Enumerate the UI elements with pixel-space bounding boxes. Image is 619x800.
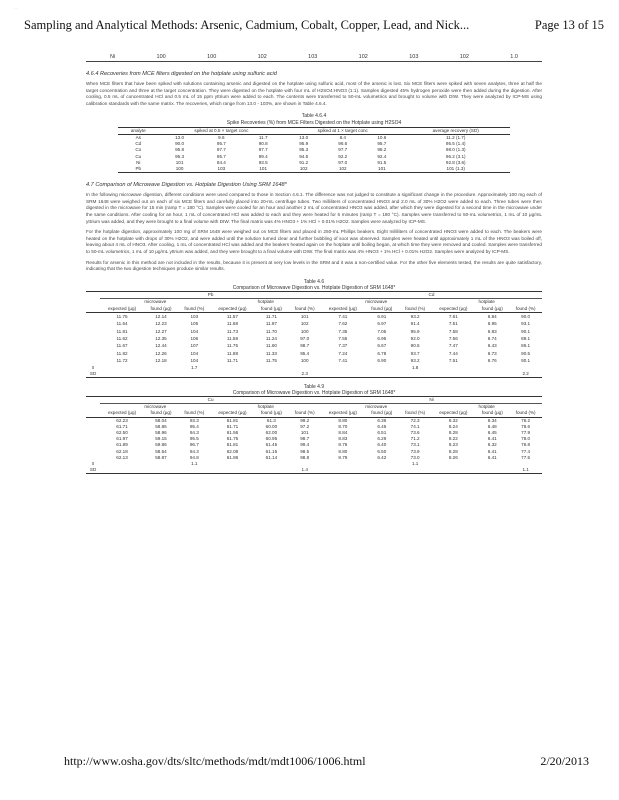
table-4-6: Pb Cd microwave hotplate microwave hotplate expected (μg) found (μg) found (%) expected (μg) found (μg) found (%) expected (μg) found (μg) found (%) expected (μg) found (μg) found (%) 11.75 12.14 103 11.57 11.71 101 7.41 6.91 93.2 7.61 6.84 90.0 11.64 12.23 105 11.68 11.87 102 7.62 6.97 91.4 7.51 6.95 93.1 11.81 12.27 104 11.73 11.70 100 7.35 7.05 95.9 7.58 6.83 90.1 11.62 12.35 106 11.58 11.24 97.0 7.55 6.95 92.0 7.56 6.74 89.1 11.67 12.44 107 11.75 11.60 98.7 7.37 6.67 90.5 7.47 6.43 86.1 11.82 12.26 104 11.88 11.33 95.4 7.24 6.78 93.7 7.44 6.73 90.5 11.72 12.18 104 11.71 11.75 100 7.41 6.90 93.2 7.51 6.76 90.1 x̄ 1.7 1.8 SD 2.3 2.2 xyxy=(86,291,542,377)
table-cell: 95.7 xyxy=(377,141,387,147)
table-cell: 8.22 xyxy=(448,436,458,442)
table-cell: 11.24 xyxy=(265,335,277,341)
document-body xyxy=(86,54,542,474)
table-cell: 11.33 xyxy=(265,350,277,356)
table-cell: 7.24 xyxy=(338,350,348,356)
table-cell: 62.50 xyxy=(116,430,128,436)
table-cell: As xyxy=(135,134,141,140)
table-cell: 59.86 xyxy=(155,442,167,448)
col-analyte: analyte xyxy=(130,127,146,133)
table-cell: 13.0 xyxy=(175,134,185,140)
table-cell: 103 xyxy=(190,313,199,319)
table-cell: 98.8 xyxy=(300,454,310,460)
table-cell: 104 xyxy=(190,328,199,334)
scan-mark: · · xyxy=(14,6,18,11)
table-cell: 8.79 xyxy=(338,454,348,460)
table-cell: 6.41 xyxy=(487,454,497,460)
table-cell: 96.7 xyxy=(189,442,199,448)
table-cell: 86.1 xyxy=(521,343,531,349)
col-average: average recovery (SD) xyxy=(432,127,479,133)
table-cell: 84.4 xyxy=(216,159,226,165)
table-row xyxy=(86,417,542,424)
table-cell: 77.9 xyxy=(521,430,531,436)
table-cell: Ni xyxy=(136,159,141,165)
table-cell: 74.1 xyxy=(410,423,420,429)
table-row: SD 2.3 2.2 xyxy=(86,371,542,378)
table-cell: 61.56 xyxy=(226,430,239,436)
table-cell: 11.73 xyxy=(226,328,239,334)
table-cell: 62.13 xyxy=(116,454,128,460)
table-cell: 61.14 xyxy=(265,454,278,460)
table-cell: 96.6 xyxy=(338,141,348,147)
table-cell: 93.2 xyxy=(410,313,420,319)
table-cell: 97.7 xyxy=(338,147,348,153)
table-cell: 12.27 xyxy=(155,328,167,334)
page-number: Page 13 of 15 xyxy=(534,18,604,32)
table-cell: 95.8 xyxy=(175,147,185,153)
table-cell: 11.57 xyxy=(226,313,239,319)
table-cell: 13.0 xyxy=(299,134,309,140)
table-cell: 98.7 xyxy=(300,436,310,442)
table-cell: 92.2 xyxy=(338,153,348,159)
table-cell: 6.45 xyxy=(377,423,387,429)
table-cell: 62.08 xyxy=(226,448,239,454)
footer-date: 2/20/2013 xyxy=(540,754,589,768)
table-cell: 94.8 xyxy=(189,454,199,460)
table-cell: 90.1 xyxy=(521,328,531,334)
group-ni: Ni xyxy=(321,397,542,404)
table-cell: 6.40 xyxy=(377,442,387,448)
table-cell: 100 xyxy=(300,328,309,334)
table-cell: 95.5 (1.4) xyxy=(445,141,466,147)
table-cell: 7.56 xyxy=(448,335,458,341)
table-cell: 76.2 xyxy=(521,417,531,423)
table-cell: 102 xyxy=(338,166,347,171)
table-cell: 101 (1.3) xyxy=(446,166,465,171)
section-heading-4-6-4: 4.6.4 Recoveries from MCE filters digested on the hotplate using sulfuric acid xyxy=(86,71,277,77)
table-cell: 7.47 xyxy=(448,343,458,349)
table-cell: 92.0 xyxy=(410,335,420,341)
table-row xyxy=(86,342,542,349)
table-cell: 93.5 xyxy=(258,159,268,165)
table-cell: 6.90 xyxy=(377,358,387,364)
table-cell: 58.04 xyxy=(155,417,167,423)
table-cell: 8.24 xyxy=(448,423,458,429)
table-cell: 11.75 xyxy=(226,343,239,349)
table-4-9-body xyxy=(86,417,542,461)
table-cell: 8.28 xyxy=(448,448,458,454)
table-cell: 8.70 xyxy=(338,423,348,429)
table-cell: 99.4 xyxy=(300,442,310,448)
table-cell: 6.83 xyxy=(487,328,497,334)
table-cell: 104 xyxy=(190,358,199,364)
table-cell: 7.55 xyxy=(338,335,348,341)
table-cell: 59.15 xyxy=(155,436,167,442)
table-cell: 92.8 (3.6) xyxy=(445,159,466,165)
table-cell: 12.18 xyxy=(155,358,167,364)
table-cell: 11.75 xyxy=(116,313,128,319)
table-cell: 7.35 xyxy=(338,328,348,334)
table-row xyxy=(86,328,542,335)
paragraph-4-7-a: In the following microwave digestion, different conditions were used compared to those in Section 4.6.1. The difference was not judged to constitute a significant change in the procedure. Approximately 100 mg each of SRM 1648 were weighed out on each of six MCE filters and carefully placed into 20-mL centrifuge tubes. Two milliliters of concentrated HNO3 and 2.0 mL of 30% H2O2 were added to each. Three tubes were then digested in the microwave for 15 min (ramp T = 180 °C). Samples were cooled for an hour and another 2 mL of concentrated HNO3 was added, after which they were digested for a second time in the microwave under the same conditions. After cooling for an hour, 1 mL of concentrated HCl was added to each and they were heated for 6 minutes (ramp T = 180 °C). Samples were transferred to 50-mL volumetrics, 1 mL of 10 μg/mL yttrium was added, and they were brought to a final volume with DIW. The final matrix was 4% HNO3 + 1% HCl + 0.01% H2O2. Samples were analyzed by ICP-MS. xyxy=(86,192,542,224)
table-cell: 103 xyxy=(217,166,226,171)
table-row xyxy=(118,134,510,141)
table-4-9: Cu Ni microwave hotplate microwave hotplate expected (μg) found (μg) found (%) expected (μg) found (μg) found (%) expected (μg) found (μg) found (%) expected (μg) found (μg) found (%) 62.23 58.04 93.3 61.81 61.3 99.2 8.80 6.36 72.3 8.32 6.34 76.2 61.71 58.85 95.4 61.71 60.00 97.2 8.70 6.45 74.1 8.24 6.48 78.6 62.50 58.96 94.3 61.56 62.00 101 8.84 6.51 73.6 8.28 6.45 77.9 61.97 59.15 95.5 61.75 60.95 98.7 8.83 6.29 71.2 8.22 6.41 78.0 61.89 59.86 96.7 61.81 61.45 99.4 8.76 6.40 73.1 8.23 6.32 76.8 62.18 58.64 94.3 62.08 61.15 98.5 8.80 6.50 73.9 8.28 6.41 77.4 62.13 58.87 94.8 61.86 61.14 98.8 8.79 6.42 73.0 8.26 6.41 77.5 x̄ 1.1 1.1 SD 1.4 1.1 xyxy=(86,396,542,474)
table-cell: 92.4 xyxy=(377,153,387,159)
table-row: x̄ 1.1 1.1 xyxy=(91,461,419,467)
table-cell: 11.2 (1.7) xyxy=(446,134,466,140)
table-cell: 90.5 xyxy=(521,350,531,356)
table-cell: 101 xyxy=(175,159,184,165)
table-cell: 94.3 xyxy=(189,448,199,454)
table-cell: 97.7 xyxy=(216,147,226,153)
table-row xyxy=(86,357,542,364)
table-cell: 11.68 xyxy=(226,321,239,327)
table-cell: 7.51 xyxy=(448,358,458,364)
table-cell: 97.0 xyxy=(338,159,348,165)
table-cell: 61.81 xyxy=(226,442,239,448)
table-cell: 93.7 xyxy=(410,350,420,356)
table-cell: 7.37 xyxy=(338,343,348,349)
table-cell: 11.81 xyxy=(116,328,128,334)
table-cell: 11.71 xyxy=(226,358,239,364)
table-cell: 101 xyxy=(259,166,268,171)
table-cell: 94.5 xyxy=(299,153,309,159)
table-cell: Cu xyxy=(135,153,142,159)
table-cell: 6.29 xyxy=(377,436,387,442)
table-cell: 6.41 xyxy=(487,436,497,442)
page-title: Sampling and Analytical Methods: Arsenic, Cadmium, Cobalt, Copper, Lead, and Nick... xyxy=(24,18,470,32)
table-cell: 7.62 xyxy=(338,321,348,327)
table-cell: 107 xyxy=(190,343,199,349)
table-cell: 8.80 xyxy=(338,417,348,423)
table-cell: 6.76 xyxy=(487,358,497,364)
table-cell: 105 xyxy=(190,321,199,327)
table-cell: 61.97 xyxy=(116,436,128,442)
table-cell: 73.6 xyxy=(410,430,420,436)
table-cell: 7.51 xyxy=(448,321,458,327)
table-cell: 95.4 xyxy=(189,423,199,429)
table-cell: 98.2 xyxy=(377,147,387,153)
table-cell: 58.96 xyxy=(155,430,167,436)
table-cell: 11.62 xyxy=(116,335,128,341)
table-cell: 58.87 xyxy=(155,454,167,460)
table-cell: 78.6 xyxy=(521,423,531,429)
table-cell: 61.45 xyxy=(265,442,278,448)
table-cell: 90.1 xyxy=(521,358,531,364)
table-cell: 90.8 xyxy=(258,141,268,147)
table-cell: 106 xyxy=(190,335,199,341)
paragraph-4-6-4: When MCE filters that have been spiked with solutions containing arsenic and digested on the hotplate using sulfuric acid, most of the arsenic is lost. Six MCE filters were spiked with seven analytes, three at half the target concentration and three at the target concentration. They were digested on the hotplate with four mL of H2SO4:HNO3 (1:1). Samples digested 45% hydrogen peroxide were then added during the digestion. After cooling, 0.5 mL of concentrated HCl and 0.5 mL of 15 ppm yttrium were added to each. The contents were transferred to 50-mL volumetrics and brought to volume with DIW. They were analyzed by ICP-MS using calibration standards with the same matrix. The recoveries, which range from 13.0 - 103%, are shown in Table 4.6.4. xyxy=(86,81,542,106)
table-cell: 6.78 xyxy=(377,350,387,356)
table-cell: 6.97 xyxy=(377,321,387,327)
paragraph-4-7-b: For the hotplate digestion, approximately 100 mg of SRM 1648 were weighed out on MCE filters and placed in 250-mL Phillips beakers. Eight milliliters of concentrated HNO3 were added to each. The beakers were heated on the hotplate with drops of 30% H2O2, and were added until the solution turned clear and further bubbling of soot was observed. Samples were heated until approximately 1 mL of the HNO3 was boiled off, leaving about 4 mL of HNO3. After cooling, 1 mL of concentrated HCl was added and the beakers heated again on the hotplate until boiling began, at which time they were removed and cooled. Samples were transferred to 50-mL volumetrics, 1 mL of 10 μg/mL yttrium was added, and they were brought to a final volume with DIW. The final matrix was 4% HNO3 + 1% HCl + 0.01% H2O2. Samples were analyzed by ICP-MS. xyxy=(86,229,542,254)
table-row: SD 1.4 1.1 xyxy=(86,467,542,474)
table-cell: 6.48 xyxy=(487,423,497,429)
table-cell: 73.1 xyxy=(410,442,420,448)
table-row xyxy=(86,320,542,327)
table-cell: 11.64 xyxy=(116,321,128,327)
table-cell: 61.81 xyxy=(226,417,239,423)
table-cell: 11.7 xyxy=(258,134,268,140)
table-cell: 62.18 xyxy=(116,448,128,454)
table-cell: 95.5 xyxy=(189,436,199,442)
table-4-6-4-body xyxy=(118,134,510,172)
table-cell: 58.64 xyxy=(155,448,167,454)
table-row xyxy=(118,166,510,173)
table-cell: 8.4 xyxy=(339,134,346,140)
table-cell: 10.6 xyxy=(377,134,387,140)
table-cell: 6.95 xyxy=(487,321,497,327)
table-cell: 95.4 xyxy=(300,350,310,356)
table-cell: 11.70 xyxy=(265,328,277,334)
table-cell: 8.84 xyxy=(338,430,348,436)
table-cell: 6.73 xyxy=(487,350,497,356)
table-cell: 6.95 xyxy=(377,335,387,341)
table-4-9-caption: Table 4.9 Comparison of Microwave Digestion vs. Hotplate Digestion of SRM 1648* xyxy=(232,383,396,396)
table-cell: 61.75 xyxy=(226,436,239,442)
table-cell: 91.2 xyxy=(299,159,309,165)
col-full-target: spiked at 1 × target conc xyxy=(317,127,368,133)
table-cell: 58.85 xyxy=(155,423,167,429)
table-cell: 61.86 xyxy=(226,454,239,460)
table-cell: 61.3 xyxy=(266,417,276,423)
table-cell: 95.9 xyxy=(410,328,420,334)
group-pb: Pb xyxy=(100,292,321,299)
table-cell: 104 xyxy=(190,350,199,356)
table-4-9-stats xyxy=(86,461,542,474)
group-cd: Cd xyxy=(321,292,542,299)
table-cell: 71.2 xyxy=(410,436,420,442)
table-row xyxy=(86,350,542,357)
table-cell: 90.0 xyxy=(521,313,531,319)
table-cell: 93.1 xyxy=(521,321,531,327)
table-cell: 100 xyxy=(175,166,184,171)
table-cell: 11.71 xyxy=(265,313,277,319)
table-cell: 102 xyxy=(300,321,309,327)
table-cell: 95.7 xyxy=(216,153,226,159)
table-cell: 95.3 xyxy=(299,147,309,153)
table-cell: 7.44 xyxy=(448,350,458,356)
table-4-6-stats xyxy=(86,365,542,378)
table-cell: 11.82 xyxy=(116,350,128,356)
table-cell: 73.0 xyxy=(410,454,420,460)
table-cell: 91.4 xyxy=(410,321,420,327)
table-cell: 12.35 xyxy=(155,335,167,341)
table-cell: 101 xyxy=(378,166,386,171)
table-cell: 94.3 xyxy=(189,430,199,436)
table-cell: 77.4 xyxy=(521,448,531,454)
table-cell: 7.05 xyxy=(377,328,387,334)
table-cell: 78.0 xyxy=(521,436,531,442)
table-cell: 62.00 xyxy=(265,430,278,436)
table-cell: 6.51 xyxy=(377,430,387,436)
table-cell: 12.26 xyxy=(155,350,167,356)
table-cell: 90.0 xyxy=(175,141,185,147)
table-cell: 95.7 xyxy=(216,141,226,147)
table-cell: 61.89 xyxy=(116,442,128,448)
table-cell: 6.74 xyxy=(487,335,497,341)
table-cell: 96.2 (3.1) xyxy=(445,153,466,159)
table-cell: 72.3 xyxy=(410,417,420,423)
section-heading-4-7: 4.7 Comparison of Microwave Digestion vs. Hotplate Digestion Using SRM 1648* xyxy=(86,182,287,189)
table-cell: 7.61 xyxy=(448,313,458,319)
table-4-6-4-caption: Table 4.6.4 Spike Recoveries (%) from MCE Filters Digested on the Hotplate using H2SO4 xyxy=(226,113,402,126)
table-4-6-caption: Table 4.6 Comparison of Microwave Digestion vs. Hotplate Digestion of SRM 1648* xyxy=(232,278,396,291)
table-cell: 99.4 xyxy=(258,153,268,159)
table-cell: 6.32 xyxy=(487,442,497,448)
table-cell: 8.80 xyxy=(338,448,348,454)
table-cell: 100 xyxy=(300,358,309,364)
table-cell: 98.7 xyxy=(300,343,310,349)
table-cell: 6.36 xyxy=(377,417,387,423)
page-header xyxy=(24,18,604,33)
table-cell: 60.00 xyxy=(265,423,278,429)
table-cell: 91.5 xyxy=(377,159,387,165)
table-row xyxy=(86,335,542,342)
table-cell: 12.44 xyxy=(155,343,167,349)
table-cell: 11.72 xyxy=(116,358,128,364)
table-cell: 97.0 xyxy=(300,335,310,341)
table-cell: 98.5 xyxy=(300,448,310,454)
table-cell: 7.41 xyxy=(338,313,348,319)
table-cell: 11.88 xyxy=(226,350,239,356)
table-cell: 6.41 xyxy=(487,448,497,454)
table-cell: 73.9 xyxy=(410,448,420,454)
table-row xyxy=(86,312,542,320)
table-cell: 6.67 xyxy=(377,343,387,349)
table-cell: 7.58 xyxy=(448,328,458,334)
table-cell: 9.6 xyxy=(218,134,225,140)
table-cell: 77.5 xyxy=(521,454,531,460)
table-cell: 6.50 xyxy=(377,448,387,454)
table-cell: 90.5 xyxy=(410,343,420,349)
table-cell: 11.60 xyxy=(265,343,277,349)
table-cell: 8.26 xyxy=(448,454,458,460)
table-cell: 11.67 xyxy=(116,343,128,349)
table-cell: 8.83 xyxy=(338,436,348,442)
col-half-target: spiked at 0.5 × target conc xyxy=(194,127,249,133)
table-cell: Pb xyxy=(135,166,142,171)
table-4-6-body xyxy=(86,312,542,364)
table-cell: Cd xyxy=(135,141,142,147)
table-cell: 11.75 xyxy=(265,358,277,364)
table-cell: 97.7 xyxy=(258,147,268,153)
paragraph-4-7-c: Results for arsenic in this method are not included in the results, because it is present at very low levels in the SRM and it was a non-certified value. For the other five elements tested, the results are quite satisfactory, indicating that the two digestion techniques produce similar results. xyxy=(86,259,542,272)
table-cell: 93.2 xyxy=(410,358,420,364)
table-cell: 12.23 xyxy=(155,321,167,327)
table-cell: 8.32 xyxy=(448,417,458,423)
table-cell: 61.15 xyxy=(265,448,278,454)
table-cell: Co xyxy=(135,147,142,153)
table-cell: 8.76 xyxy=(338,442,348,448)
table-cell: 89.1 xyxy=(521,335,531,341)
table-cell: 61.71 xyxy=(116,423,128,429)
table-cell: 101 xyxy=(300,313,309,319)
table-cell: 6.34 xyxy=(487,417,497,423)
table-cell: 62.23 xyxy=(116,417,128,423)
table-cell: 61.71 xyxy=(226,423,239,429)
table-cell: 6.84 xyxy=(487,313,497,319)
table-cell: 98.0 (1.3) xyxy=(445,147,466,153)
table-cell: 6.42 xyxy=(377,454,387,460)
table-cell: 102 xyxy=(299,166,308,171)
table-cell: 8.23 xyxy=(448,442,458,448)
table-cell: 60.95 xyxy=(265,436,278,442)
table-cell: 12.14 xyxy=(155,313,167,319)
table-cell: 95.9 xyxy=(299,141,309,147)
table-cell: 93.3 xyxy=(189,417,199,423)
table-cell: 7.41 xyxy=(338,358,348,364)
table-cell: 6.43 xyxy=(487,343,497,349)
table-cell: 101 xyxy=(300,430,309,436)
group-cu: Cu xyxy=(100,397,321,404)
table-cell: 97.2 xyxy=(300,423,310,429)
table-cell: 76.8 xyxy=(521,442,531,448)
table-cell: 95.3 xyxy=(175,153,185,159)
table-4-6-4 xyxy=(118,127,510,173)
table-cell: 8.28 xyxy=(448,430,458,436)
table-cell: 99.2 xyxy=(300,417,310,423)
table-fragment-row: Ni 100 100 102 103 102 103 102 1.0 xyxy=(86,54,542,62)
table-row: x̄ 1.7 1.8 xyxy=(91,364,419,370)
table-cell: 6.45 xyxy=(487,430,497,436)
table-cell: 11.87 xyxy=(265,321,277,327)
table-cell: 11.58 xyxy=(226,335,239,341)
table-cell: 6.91 xyxy=(377,313,387,319)
footer-url: http://www.osha.gov/dts/sltc/methods/mdt/mdt1006/1006.html xyxy=(64,754,366,768)
